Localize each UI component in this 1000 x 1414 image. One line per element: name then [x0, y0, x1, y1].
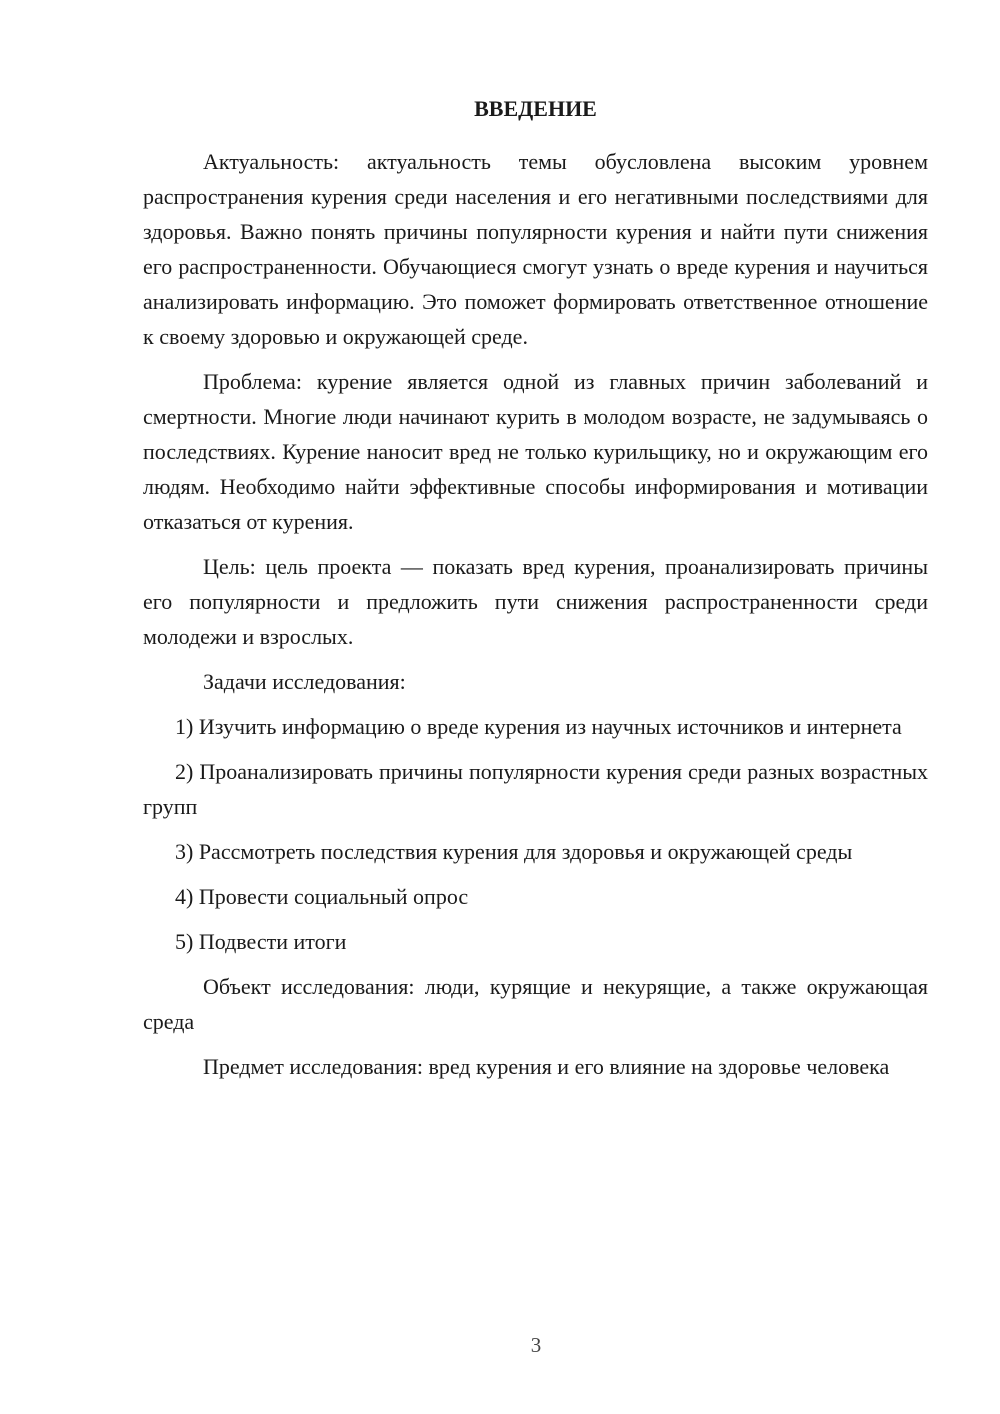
task-item-3: 3) Рассмотреть последствия курения для здоровья и окружающей среды [175, 839, 853, 864]
paragraph-goal: Цель: цель проекта — показать вред курения, проанализировать причины его популярности и предложить пути снижения распространенности среди молодежи и взрослых. [143, 554, 928, 649]
task-item-2: 2) Проанализировать причины популярности курения среди разных возрастных групп [143, 759, 928, 819]
paragraph-tasks-heading: Задачи исследования: [203, 669, 406, 694]
paragraph-object: Объект исследования: люди, курящие и некурящие, а также окружающая среда [143, 974, 928, 1034]
page-title: ВВЕДЕНИЕ [474, 96, 597, 121]
task-item-5: 5) Подвести итоги [175, 929, 347, 954]
page-number: 3 [530, 1333, 542, 1357]
paragraph-problem: Проблема: курение является одной из главных причин заболеваний и смертности. Многие люди начинают курить в молодом возрасте, не задумываясь о последствиях. Курение наносит вред не только курильщику, но и окружающим его людям. Необходимо найти эффективные способы информирования и мотивации отказаться от курения. [143, 369, 928, 534]
paragraph-relevance: Актуальность: актуальность темы обусловлена высоким уровнем распространения курения среди населения и его негативными последствиями для здоровья. Важно понять причины популярности курения и найти пути снижения его распространенности. Обучающиеся смогут узнать о вреде курения и научиться анализировать информацию. Это поможет формировать ответственное отношение к своему здоровью и окружающей среде. [143, 149, 928, 349]
paragraph-subject: Предмет исследования: вред курения и его влияние на здоровье человека [203, 1054, 890, 1079]
document-page [143, 92, 928, 1094]
task-item-1: 1) Изучить информацию о вреде курения из научных источников и интернета [175, 714, 902, 739]
task-item-4: 4) Провести социальный опрос [175, 884, 469, 909]
